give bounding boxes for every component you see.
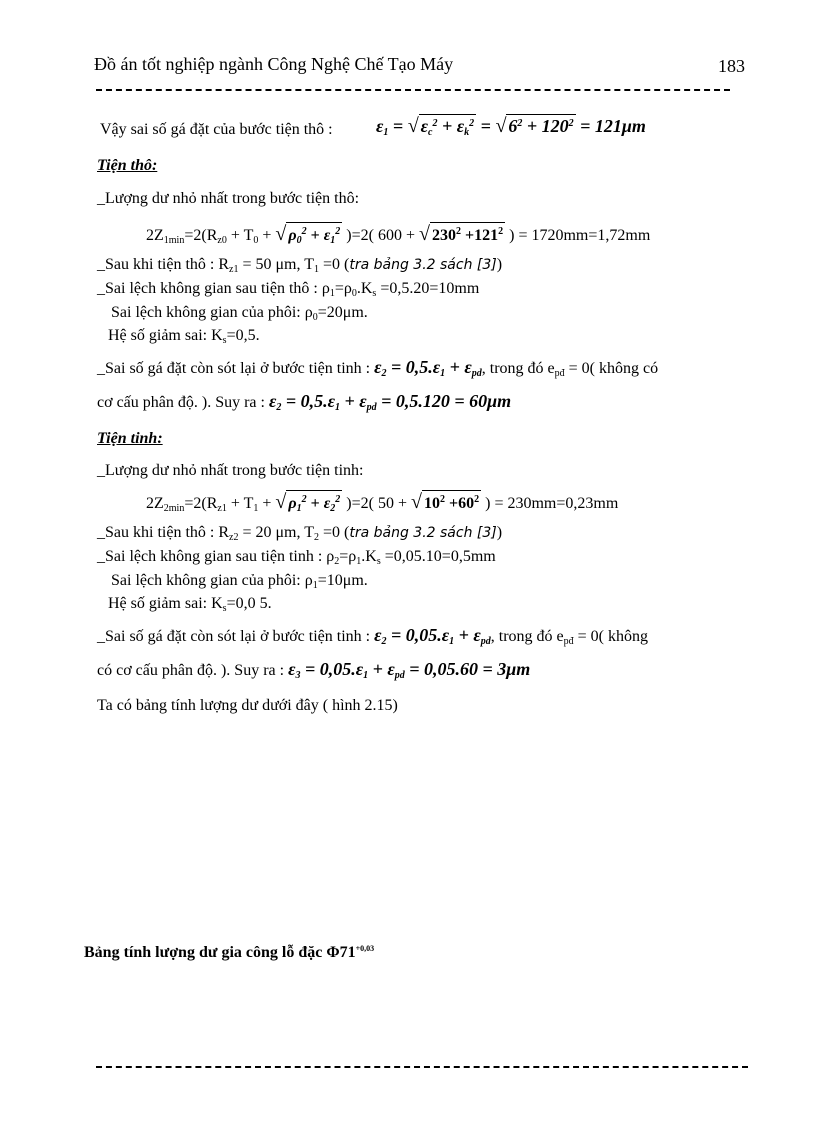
section-heading-fine: Tiện tinh: <box>97 430 163 447</box>
rough-table-ref: tra bảng 3.2 sách [3] <box>349 257 497 273</box>
fine-reduction-coef: Hệ số giảm sai: $K_s=0,0$ 5. <box>108 595 272 614</box>
section-heading-rough: Tiện thô: <box>97 157 158 174</box>
fine-table-ref: tra bảng 3.2 sách [3] <box>349 525 497 541</box>
fine-after-turning: _Sau khi tiện thô : $R_{z2} = 20$ μm, $T_2 =0$ (tra bảng 3.2 sách [3]) <box>97 524 503 543</box>
table-title-text: Bảng tính lượng dư gia công lỗ đặc Φ71 <box>84 944 356 961</box>
rough-residual-label: _Sai số gá đặt còn sót lại ở bước tiện tinh : <box>97 360 375 377</box>
rough-after-turning: _Sau khi tiện thô : $R_{z1} = 50$ μm, $T_1 =0$ (tra bảng 3.2 sách [3]) <box>97 256 503 275</box>
fine-spatial-deviation: _Sai lệch không gian sau tiện tinh : $\rho_2=\rho_1.K_s =0,05.10=0,5mm$ <box>97 548 496 567</box>
page-header-title: Đồ án tốt nghiệp ngành Công Nghệ Chế Tạo Máy <box>94 54 454 74</box>
fine-residual-label: _Sai số gá đặt còn sót lại ở bước tiện tinh : <box>97 628 375 645</box>
fine-allowance-formula: $2Z_{2min}=2(R_{z1} + T_1$ + √ $\rho_1^2 + \varepsilon_2^2$ )=2( 50 + √ $10^2 +60^2$ ) = 230mm=0,23mm <box>146 490 618 518</box>
page-number: 183 <box>718 56 745 76</box>
summary-text: Ta có bảng tính lượng dư dưới đây ( hình 2.15) <box>97 697 398 714</box>
table-title-tolerance: +0,03 <box>355 944 375 953</box>
setup-error-rough-formula: $\varepsilon_1$ = √ $\varepsilon_c^2 + \varepsilon_k^2$ = √ $6^2 + 120^2 = 121\mu m$ <box>376 114 646 142</box>
rough-reduction-coef: Hệ số giảm sai: $K_s=0,5$. <box>108 327 260 346</box>
fine-blank-deviation: Sai lệch không gian của phôi: $\rho_1=10\mu m$. <box>111 572 368 591</box>
fine-min-allowance: _Lượng dư nhỏ nhất trong bước tiện tinh: <box>97 462 364 479</box>
rough-residual-setup-error: _Sai số gá đặt còn sót lại ở bước tiện tinh : $\varepsilon_2 = 0,5.\varepsilon_1 + \varepsilon_{pd}$, trong đó $e_{pđ} = 0$( không có <box>97 357 659 379</box>
footer-divider <box>96 1066 748 1068</box>
header-divider <box>96 89 730 91</box>
setup-error-rough-label: Vậy sai số gá đặt của bước tiện thô : <box>100 121 333 138</box>
rough-residual-result: cơ cấu phân độ. ). Suy ra : $\varepsilon_2 = 0,5.\varepsilon_1 + \varepsilon_{pd} = 0,5.120 = 60\mu m$ <box>97 391 512 413</box>
fine-result-label: có cơ cấu phân độ. ). Suy ra : <box>97 662 289 679</box>
fine-residual-result: có cơ cấu phân độ. ). Suy ra : $\varepsilon_3 = 0,05.\varepsilon_1 + \varepsilon_{pd} = 0,05.60 = 3\mu m$ <box>97 659 531 681</box>
table-title <box>84 944 374 962</box>
rough-allowance-formula: $2Z_{1min}=2(R_{z0} + T_0$ + √ $\rho_0^2 + \varepsilon_1^2$ )=2( 600 + √ $230^2 +121^2$ ) = 1720mm=1,72mm <box>146 222 650 250</box>
fine-residual-setup-error: _Sai số gá đặt còn sót lại ở bước tiện tinh : $\varepsilon_2 = 0,05.\varepsilon_1 + \varepsilon_{pd}$, trong đó $e_{pđ} = 0$( không <box>97 625 649 647</box>
setup-error-rough-text <box>100 121 333 139</box>
rough-spatial-deviation: _Sai lệch không gian sau tiện thô : $\rho_1=\rho_0.K_s =0,5.20=10mm$ <box>97 280 480 299</box>
rough-result-label: cơ cấu phân độ. ). Suy ra : <box>97 394 269 411</box>
rough-min-allowance: _Lượng dư nhỏ nhất trong bước tiện thô: <box>97 190 360 207</box>
rough-blank-deviation: Sai lệch không gian của phôi: $\rho_0=20\mu m$. <box>111 304 368 323</box>
